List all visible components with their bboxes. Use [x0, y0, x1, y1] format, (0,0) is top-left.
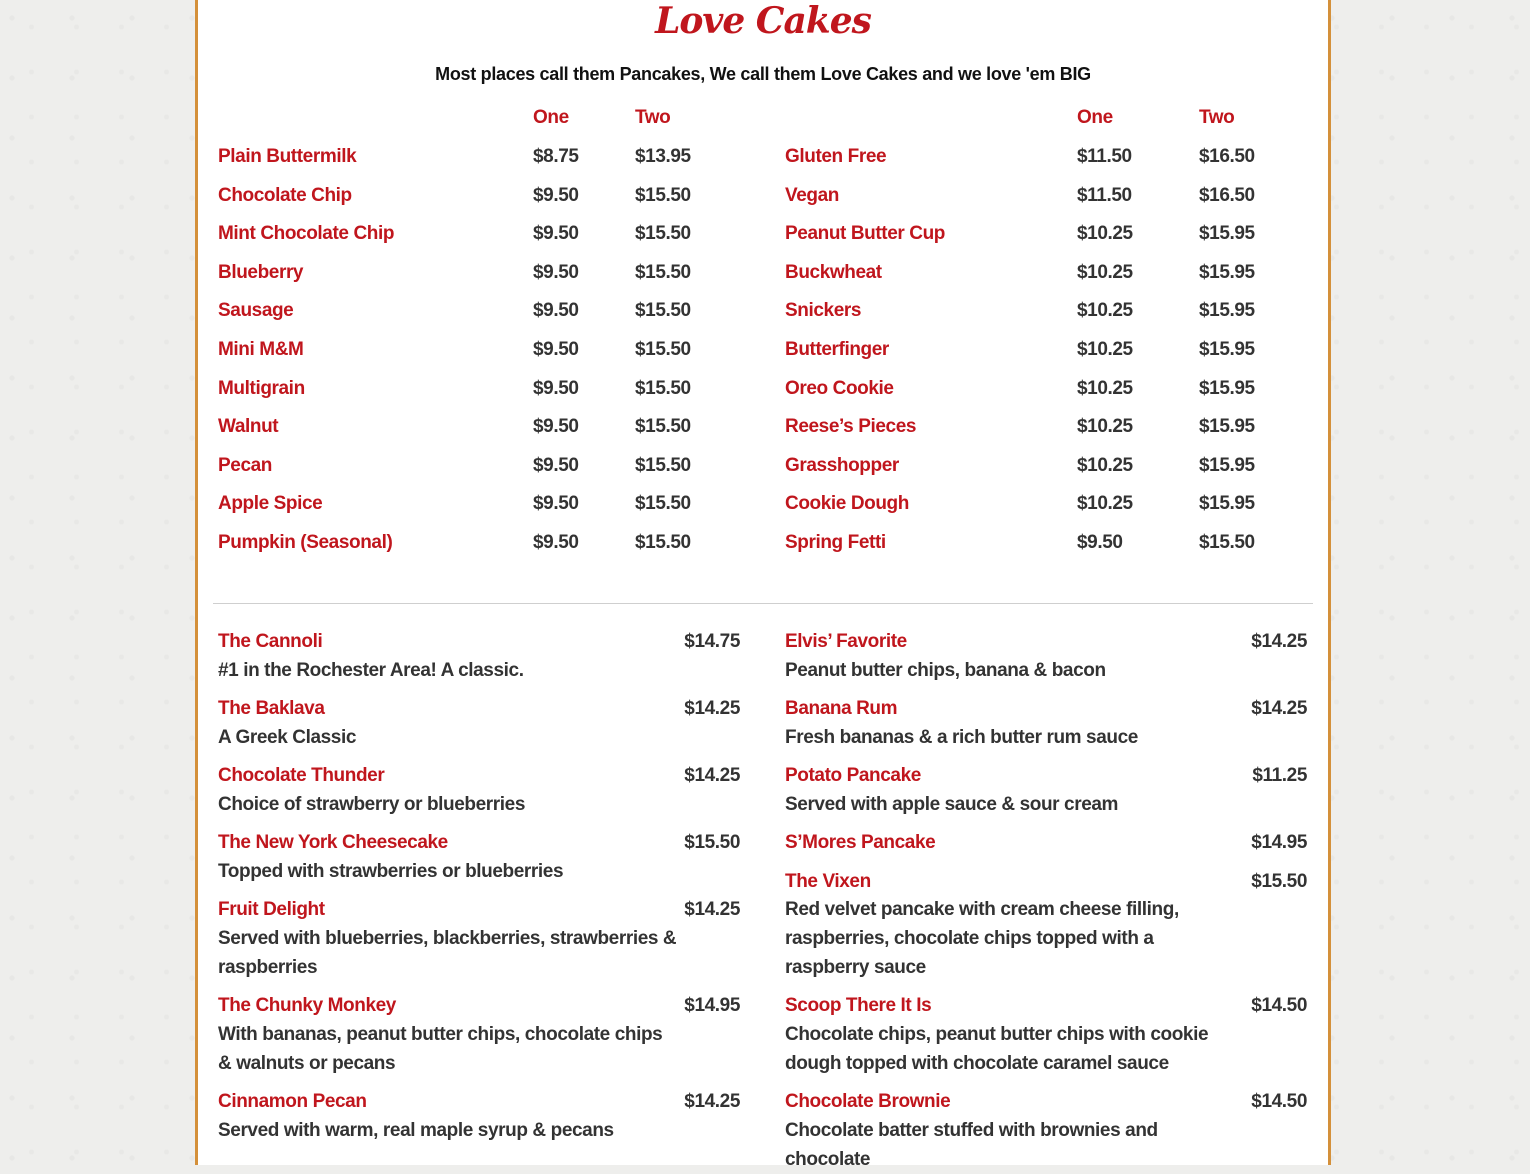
specialty-name: The New York Cheesecake: [218, 832, 448, 854]
menu-item-name: Cookie Dough: [785, 493, 909, 515]
specialty-name: Banana Rum: [785, 698, 898, 720]
price-one: $9.50: [533, 300, 579, 322]
specialty-name: S’Mores Pancake: [785, 832, 936, 854]
price-one: $9.50: [533, 377, 579, 399]
left-col-two-header: Two: [635, 107, 671, 128]
specialty-price: $14.25: [684, 899, 740, 921]
specialty-description: Choice of strawberry or blueberries: [218, 794, 525, 815]
menu-item-name: Plain Buttermilk: [218, 146, 357, 167]
price-one: $10.25: [1077, 377, 1133, 399]
price-one: $10.25: [1077, 416, 1133, 438]
specialty-description: #1 in the Rochester Area! A classic.: [218, 659, 524, 681]
price-one: $9.50: [533, 339, 579, 360]
specialty-price: $14.25: [1251, 698, 1307, 720]
price-two: $15.50: [635, 223, 691, 245]
specialty-price: $15.50: [1251, 870, 1307, 892]
price-one: $8.75: [533, 146, 579, 167]
menu-item-name: Peanut Butter Cup: [785, 223, 945, 245]
price-one: $9.50: [533, 223, 579, 245]
menu-item-name: Vegan: [785, 184, 839, 206]
price-two: $15.50: [635, 493, 691, 515]
menu-item-name: Snickers: [785, 300, 862, 322]
price-one: $10.25: [1077, 339, 1133, 360]
menu-item-name: Oreo Cookie: [785, 377, 894, 399]
price-two: $15.50: [635, 339, 691, 360]
price-one: $11.50: [1077, 146, 1132, 167]
menu-item-name: Chocolate Chip: [218, 184, 352, 206]
specialty-name: Potato Pancake: [785, 765, 921, 787]
specialty-name: The Cannoli: [218, 631, 323, 652]
menu-item-name: Pecan: [218, 454, 272, 476]
specialty-description: Served with warm, real maple syrup & pecans: [218, 1120, 614, 1141]
menu-item-name: Mini M&M: [218, 339, 304, 360]
price-two: $15.95: [1199, 493, 1255, 515]
price-two: $16.50: [1199, 146, 1255, 167]
price-two: $15.95: [1199, 377, 1255, 399]
specialty-price: $14.25: [684, 765, 740, 787]
specialty-price: $14.25: [684, 698, 740, 720]
price-two: $15.95: [1199, 261, 1255, 283]
price-one: $10.25: [1077, 300, 1133, 322]
section-divider: [213, 603, 1313, 604]
specialty-description: With bananas, peanut butter chips, chocolate chips & walnuts or pecans: [218, 1024, 663, 1075]
specialty-description: Topped with strawberries or blueberries: [218, 861, 564, 883]
specialty-price: $14.50: [1251, 1091, 1307, 1113]
specialty-description: Red velvet pancake with cream cheese filling, raspberries, chocolate chips topped with a raspberry sauce: [785, 899, 1179, 979]
menu-item-name: Buckwheat: [785, 261, 882, 283]
price-two: $15.95: [1199, 223, 1255, 245]
specialty-description: Chocolate batter stuffed with brownies and chocolate: [785, 1120, 1158, 1170]
price-one: $10.25: [1077, 261, 1133, 283]
menu-item-name: Mint Chocolate Chip: [218, 223, 395, 245]
specialty-name: Chocolate Brownie: [785, 1091, 951, 1113]
menu-item-name: Pumpkin (Seasonal): [218, 532, 393, 553]
specialty-name: Elvis’ Favorite: [785, 631, 907, 652]
menu-item-name: Gluten Free: [785, 146, 887, 167]
specialty-name: Fruit Delight: [218, 899, 325, 921]
price-one: $9.50: [533, 184, 579, 206]
specialty-price: $11.25: [1252, 765, 1307, 787]
left-col-one-header: One: [533, 107, 569, 128]
tagline: Most places call them Pancakes, We call them Love Cakes and we love 'em BIG: [435, 64, 1091, 84]
price-one: $9.50: [533, 416, 579, 438]
specialty-price: $15.50: [684, 832, 740, 854]
page-title: Love Cakes: [655, 0, 871, 42]
menu-item-name: Blueberry: [218, 261, 304, 283]
menu-item-name: Apple Spice: [218, 493, 323, 515]
price-one: $10.25: [1077, 454, 1133, 476]
menu-item-name: Sausage: [218, 300, 294, 322]
price-two: $15.95: [1199, 300, 1255, 322]
specialty-description: Chocolate chips, peanut butter chips with cookie dough topped with chocolate caramel sauce: [785, 1024, 1209, 1075]
price-two: $15.50: [635, 261, 691, 283]
specialty-price: $14.95: [1251, 832, 1307, 854]
price-one: $10.25: [1077, 223, 1133, 245]
menu-item-name: Spring Fetti: [785, 532, 886, 553]
price-one: $9.50: [533, 454, 579, 476]
price-one: $11.50: [1077, 184, 1132, 206]
price-two: $15.95: [1199, 339, 1255, 360]
price-two: $16.50: [1199, 184, 1255, 206]
price-two: $15.95: [1199, 454, 1255, 476]
right-col-one-header: One: [1077, 107, 1113, 128]
price-one: $9.50: [533, 261, 579, 283]
price-two: $13.95: [635, 146, 691, 167]
price-one: $9.50: [533, 493, 579, 515]
price-one: $9.50: [1077, 532, 1123, 553]
menu-item-name: Butterfinger: [785, 339, 889, 360]
price-one: $9.50: [533, 532, 579, 553]
price-two: $15.50: [635, 416, 691, 438]
specialty-price: $14.75: [684, 631, 740, 652]
price-two: $15.50: [635, 532, 691, 553]
specialty-name: Scoop There It Is: [785, 995, 932, 1017]
menu-item-name: Walnut: [218, 416, 279, 438]
price-two: $15.50: [635, 300, 691, 322]
menu-page: [195, 0, 1331, 1170]
price-one: $10.25: [1077, 493, 1133, 515]
menu-item-name: Grasshopper: [785, 454, 899, 476]
specialty-name: The Chunky Monkey: [218, 995, 396, 1017]
specialty-name: The Vixen: [785, 870, 871, 892]
menu-item-name: Reese’s Pieces: [785, 416, 917, 438]
price-two: $15.50: [635, 184, 691, 206]
specialty-price: $14.25: [1251, 631, 1307, 652]
specialty-price: $14.95: [684, 995, 740, 1017]
specialty-description: Served with apple sauce & sour cream: [785, 794, 1119, 815]
specialty-description: Served with blueberries, blackberries, strawberries & raspberries: [218, 928, 677, 979]
specialty-name: Cinnamon Pecan: [218, 1091, 367, 1113]
specialty-description: Peanut butter chips, banana & bacon: [785, 659, 1106, 681]
right-col-two-header: Two: [1199, 107, 1235, 128]
specialty-description: A Greek Classic: [218, 726, 356, 748]
specialty-description: Fresh bananas & a rich butter rum sauce: [785, 726, 1138, 748]
specialty-name: The Baklava: [218, 698, 325, 720]
specialty-price: $14.25: [684, 1091, 740, 1113]
specialty-name: Chocolate Thunder: [218, 765, 385, 787]
price-two: $15.95: [1199, 416, 1255, 438]
specialty-price: $14.50: [1251, 995, 1307, 1017]
price-two: $15.50: [635, 377, 691, 399]
price-two: $15.50: [1199, 532, 1255, 553]
menu-item-name: Multigrain: [218, 377, 305, 399]
price-two: $15.50: [635, 454, 691, 476]
